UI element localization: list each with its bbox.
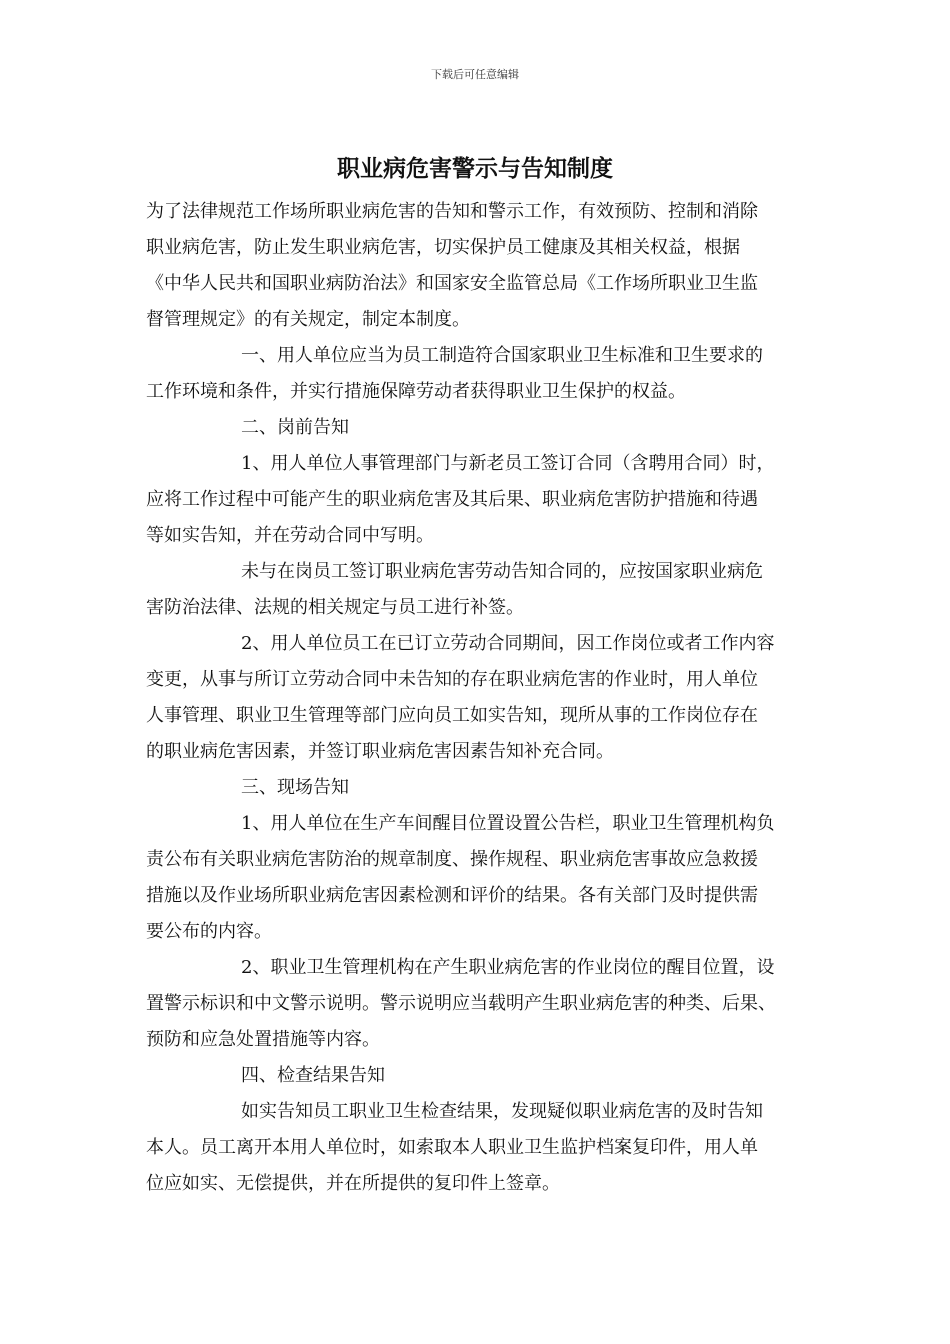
paragraph-line: 《中华人民共和国职业病防治法》和国家安全监管总局《工作场所职业卫生监 xyxy=(146,273,758,294)
paragraph-line: 应将工作过程中可能产生的职业病危害及其后果、职业病危害防护措施和待遇 xyxy=(146,489,758,510)
paragraph-line: 人事管理、职业卫生管理等部门应向员工如实告知，现所从事的工作岗位存在 xyxy=(146,705,758,726)
paragraph-line: 措施以及作业场所职业病危害因素检测和评价的结果。各有关部门及时提供需 xyxy=(146,885,758,906)
paragraph-line: 害防治法律、法规的相关规定与员工进行补签。 xyxy=(146,597,524,618)
paragraph-line: 2、用人单位员工在已订立劳动合同期间，因工作岗位或者工作内容 xyxy=(241,633,775,654)
paragraph-line: 一、用人单位应当为员工制造符合国家职业卫生标准和卫生要求的 xyxy=(241,345,763,366)
paragraph-line: 1、用人单位在生产车间醒目位置设置公告栏，职业卫生管理机构负 xyxy=(241,813,775,834)
paragraph-line: 预防和应急处置措施等内容。 xyxy=(146,1029,380,1050)
paragraph-line: 责公布有关职业病危害防治的规章制度、操作规程、职业病危害事故应急救援 xyxy=(146,849,758,870)
paragraph-line: 的职业病危害因素，并签订职业病危害因素告知补充合同。 xyxy=(146,741,614,762)
paragraph-line: 1、用人单位人事管理部门与新老员工签订合同（含聘用合同）时， xyxy=(241,453,775,474)
paragraph-line: 如实告知员工职业卫生检查结果，发现疑似职业病危害的及时告知 xyxy=(241,1101,763,1122)
paragraph-line: 位应如实、无偿提供，并在所提供的复印件上签章。 xyxy=(146,1173,560,1194)
paragraph-line: 2、职业卫生管理机构在产生职业病危害的作业岗位的醒目位置，设 xyxy=(241,957,775,978)
section-heading: 三、现场告知 xyxy=(241,777,349,798)
paragraph-line: 未与在岗员工签订职业病危害劳动告知合同的，应按国家职业病危 xyxy=(241,561,763,582)
section-heading: 二、岗前告知 xyxy=(241,417,349,438)
paragraph-line: 置警示标识和中文警示说明。警示说明应当载明产生职业病危害的种类、后果、 xyxy=(146,993,776,1014)
paragraph-line: 等如实告知，并在劳动合同中写明。 xyxy=(146,525,434,546)
paragraph-line: 督管理规定》的有关规定，制定本制度。 xyxy=(146,309,470,330)
paragraph-line: 变更，从事与所订立劳动合同中未告知的存在职业病危害的作业时，用人单位 xyxy=(146,669,758,690)
paragraph-line: 为了法律规范工作场所职业病危害的告知和警示工作，有效预防、控制和消除 xyxy=(146,201,758,222)
paragraph-line: 本人。员工离开本用人单位时，如索取本人职业卫生监护档案复印件，用人单 xyxy=(146,1137,758,1158)
paragraph-line: 职业病危害，防止发生职业病危害，切实保护员工健康及其相关权益，根据 xyxy=(146,237,740,258)
paragraph-line: 要公布的内容。 xyxy=(146,921,272,942)
document-title: 职业病危害警示与告知制度 xyxy=(337,156,613,182)
section-heading: 四、检查结果告知 xyxy=(241,1065,385,1086)
paragraph-line: 工作环境和条件，并实行措施保障劳动者获得职业卫生保护的权益。 xyxy=(146,381,686,402)
header-note: 下载后可任意编辑 xyxy=(431,68,519,81)
